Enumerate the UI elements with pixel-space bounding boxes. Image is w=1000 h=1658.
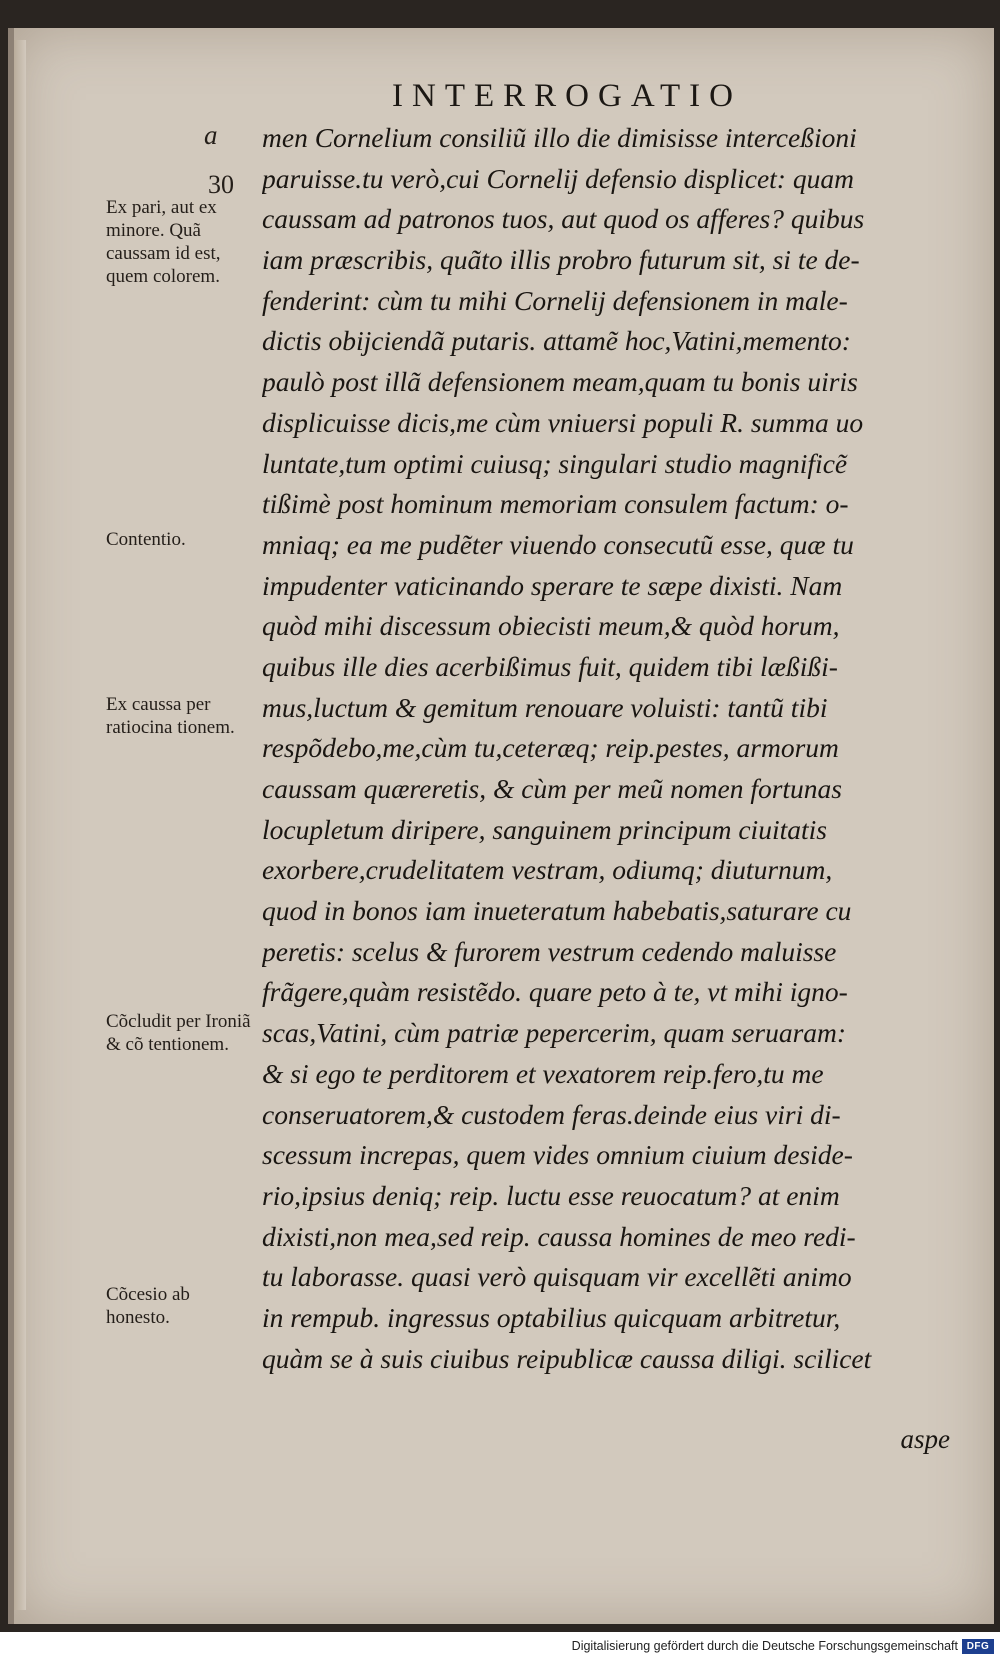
footer-bar: [0, 1632, 1000, 1658]
text-line: quod in bonos iam inueteratum habebatis,saturare cu: [262, 895, 852, 927]
text-line: frãgere,quàm resistẽdo. quare peto à te, vt mihi igno-: [262, 976, 848, 1008]
text-line: fenderint: cùm tu mihi Cornelij defensionem in male-: [262, 284, 848, 316]
text-line: men Cornelium consiliũ illo die dimisisse interceßioni: [262, 122, 857, 153]
text-line: paulò post illã defensionem meam,quam tu bonis uiris: [262, 366, 858, 398]
text-line: dixisti,non mea,sed reip. caussa homines de meo redi-: [262, 1220, 856, 1252]
text-line: luntate,tum optimi cuiusq; singulari studio magnificẽ: [262, 447, 848, 479]
text-line: mniaq; ea me pudẽter viuendo consecutũ esse, quæ tu: [262, 528, 854, 560]
text-line: & si ego te perditorem et vexatorem reip.fero,tu me: [262, 1057, 824, 1089]
text-line: tu laborasse. quasi verò quisquam vir excellẽti animo: [262, 1261, 852, 1293]
margin-note: Ex pari, aut ex minore. Quã caussam id est, quem colorem.: [106, 197, 221, 287]
text-line: caussam quæreretis, & cùm per meũ nomen fortunas: [262, 773, 842, 804]
margin-note: Cõcludit per Ironiã & cõ tentionem.: [106, 1011, 251, 1055]
text-line: impudenter vaticinando sperare te sæpe dixisti. Nam: [262, 569, 843, 601]
text-line: respõdebo,me,cùm tu,ceteræq; reip.pestes, armorum: [262, 732, 839, 764]
body-text: [262, 118, 946, 1379]
margin-note: Ex caussa per ratiocina tionem.: [106, 694, 235, 738]
text-line: mus,luctum & gemitum renouare voluisti: tantũ tibi: [262, 691, 828, 723]
text-line: quàm se à suis ciuibus reipublicæ caussa diligi. scilicet: [262, 1342, 872, 1374]
dfg-logo: DFG: [962, 1639, 994, 1654]
line-marker: a: [204, 120, 218, 150]
text-line: tißimè post hominum memoriam consulem factum: o-: [262, 488, 849, 520]
margin-note: Contentio.: [106, 529, 186, 550]
text-line: conseruatorem,& custodem feras.deinde eius viri di-: [262, 1098, 841, 1130]
margin-note: Cõcesio ab honesto.: [106, 1284, 190, 1328]
text-line: quibus ille dies acerbißimus fuit, quidem tibi læßißi-: [262, 650, 838, 682]
text-line: paruisse.tu verò,cui Cornelij defensio displicet: quam: [262, 162, 854, 194]
text-line: locupletum diripere, sanguinem principum ciuitatis: [262, 813, 827, 845]
text-line: rio,ipsius deniq; reip. luctu esse reuocatum? at enim: [262, 1179, 840, 1211]
text-line: peretis: scelus & furorem vestrum cedendo maluisse: [262, 935, 837, 967]
line-number: 30: [208, 170, 234, 199]
text-line: displicuisse dicis,me cùm vniuersi populi R. summa uo: [262, 406, 864, 438]
text-line: quòd mihi discessum obiecisti meum,& quòd horum,: [262, 610, 840, 642]
text-line: caussam ad patronos tuos, aut quod os afferes? quibus: [262, 203, 865, 235]
text-line: iam præscribis, quãto illis probro futurum sit, si te de-: [262, 244, 860, 276]
text-line: exorbere,crudelitatem vestram, odiumq; diuturnum,: [262, 854, 833, 886]
text-line: in rempub. ingressus optabilius quicquam arbitretur,: [262, 1301, 841, 1333]
page-gutter: [14, 40, 26, 1610]
text-line: scessum increpas, quem vides omnium ciuium deside-: [262, 1139, 853, 1171]
text-line: scas,Vatini, cùm patriæ pepercerim, quam seruaram:: [262, 1017, 847, 1049]
running-head: INTERROGATIO: [392, 78, 742, 114]
text-line: dictis obijciendã putaris. attamẽ hoc,Vatini,memento:: [262, 325, 851, 357]
funding-credit: Digitalisierung gefördert durch die Deutsche Forschungsgemeinschaft: [571, 1639, 958, 1653]
catchword: aspe: [900, 1424, 950, 1454]
